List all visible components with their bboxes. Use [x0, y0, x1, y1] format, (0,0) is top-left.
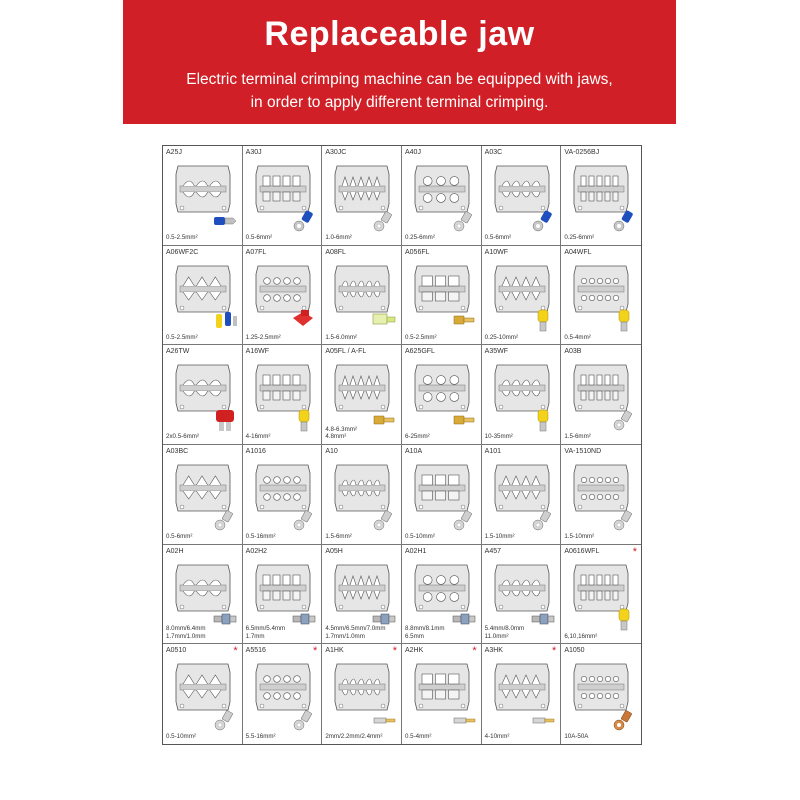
jaw-model-label: A10WF: [484, 248, 508, 256]
jaw-cell: [561, 545, 641, 645]
jaw-cell: [163, 146, 243, 246]
wire-size-label: 4-10mm²: [484, 733, 510, 741]
yellow-ferrule-icon: [611, 308, 637, 332]
brass-terminal-icon: [451, 408, 477, 432]
jaw-model-label: VA-0256BJ: [564, 149, 600, 156]
jaw-cell: [243, 545, 323, 645]
ring-terminal-icon: [212, 708, 238, 732]
flag-connector-icon: [371, 308, 397, 332]
wire-size-label: 6-25mm²: [404, 433, 430, 441]
jaw-cell: [243, 644, 323, 744]
yellow-ferrule-icon: [530, 408, 556, 432]
jaw-model-label: A101: [484, 447, 502, 455]
wire-size-label: 0.5-2.5mm²: [166, 234, 198, 242]
brass-terminal-icon: [371, 408, 397, 432]
wire-size-label: 2x0.5-6mm²: [166, 433, 200, 441]
jaw-model-label: A1050: [564, 647, 585, 655]
jaw-model-label: VA-1510ND: [564, 447, 602, 455]
jaw-model-label: A3HK: [484, 647, 503, 655]
jaw-cell: [322, 445, 402, 545]
jaw-cell: [322, 146, 402, 246]
pin-contact-icon: [371, 708, 397, 732]
wire-size-label: 1.5-10mm²: [484, 533, 515, 541]
header-banner: [123, 0, 676, 124]
jaw-model-label: A5516: [245, 647, 266, 655]
jaw-cell: [243, 445, 323, 545]
pin-contact-icon: [451, 708, 477, 732]
new-star-icon: *: [552, 645, 557, 658]
ring-terminal-icon: [371, 508, 397, 532]
wire-size-label: 4.8-6.3mm² 4.8mm²: [325, 425, 357, 441]
jaw-cell: [402, 545, 482, 645]
ring-terminal-icon: [291, 508, 317, 532]
ring-terminal-icon: [371, 209, 397, 233]
bnc-connector-icon: [451, 607, 477, 631]
jaw-model-label: A1016: [245, 447, 266, 455]
wire-size-label: 2mm/2.2mm/2.4mm²: [325, 733, 383, 741]
wire-size-label: 1.5-6.0mm²: [325, 333, 357, 341]
ring-terminal-icon: [611, 508, 637, 532]
jaw-cell: [482, 246, 562, 346]
jaw-model-label: A05FL / A-FL: [325, 348, 367, 356]
jaw-model-label: A02H2: [245, 547, 268, 555]
new-star-icon: *: [313, 645, 318, 658]
open-barrel-icon: [212, 508, 238, 532]
jaw-model-label: A02H1: [404, 547, 427, 555]
jaw-model-label: A056FL: [404, 248, 430, 256]
wire-size-label: 0.5-10mm²: [166, 733, 196, 741]
ring-terminal-icon: [530, 508, 556, 532]
wire-size-label: 1.5-6mm²: [325, 533, 352, 541]
jaw-cell: [402, 146, 482, 246]
bnc-connector-icon: [212, 607, 238, 631]
page-title: Replaceable jaw: [264, 15, 535, 53]
wire-size-label: 1.5-10mm²: [564, 533, 595, 541]
jaw-cell: [322, 246, 402, 346]
jaw-cell: [322, 545, 402, 645]
jaw-model-label: A457: [484, 547, 502, 555]
pin-contact-icon: [530, 708, 556, 732]
jaw-cell: [322, 644, 402, 744]
red-twin-ferrule-icon: [212, 408, 238, 432]
jaw-cell: [561, 246, 641, 346]
jaw-model-label: A30JC: [325, 149, 347, 156]
jaw-cell: [482, 545, 562, 645]
wire-size-label: 8.0mm/6.4mm 1.7mm/1.0mm: [166, 625, 206, 640]
jaw-model-label: A10: [325, 447, 338, 455]
jaw-cell: [482, 345, 562, 445]
jaw-cell: [163, 545, 243, 645]
yellow-ferrule-icon: [530, 308, 556, 332]
new-star-icon: *: [632, 545, 637, 558]
jaw-model-label: A1HK: [325, 647, 344, 655]
jaw-model-label: A35WF: [484, 348, 508, 356]
wire-size-label: 5.4mm/8.0mm 11.0mm²: [484, 625, 525, 640]
wire-size-label: 0.5-10mm²: [404, 533, 435, 541]
jaw-cell: [163, 246, 243, 346]
wire-size-label: 1.0-6mm²: [325, 234, 352, 242]
wire-size-label: 5.5-16mm²: [245, 733, 276, 741]
jaw-cell: [402, 445, 482, 545]
jaw-model-label: A05H: [325, 547, 343, 555]
wire-size-label: 6.5mm/5.4mm 1.7mm: [245, 625, 286, 640]
jaw-model-label: A625GFL: [404, 348, 435, 356]
jaw-cell: [402, 246, 482, 346]
wire-size-label: 0.5-2.5mm²: [404, 333, 437, 341]
new-star-icon: *: [233, 645, 238, 658]
wire-size-label: 10A-50A: [564, 733, 589, 741]
blue-ring-icon: [530, 209, 556, 233]
jaw-cell: [163, 445, 243, 545]
jaw-model-label: A16WF: [245, 348, 269, 356]
wire-size-label: 0.5-16mm²: [245, 533, 276, 541]
jaw-cell: [561, 146, 641, 246]
blue-ring-icon: [611, 209, 637, 233]
wire-size-label: 1.25-2.5mm²: [245, 333, 281, 341]
wire-size-label: 0.5-4mm²: [564, 333, 591, 341]
jaw-model-label: A08FL: [325, 248, 346, 256]
wire-size-label: 4-16mm²: [245, 433, 271, 441]
jaw-model-label: A2HK: [404, 647, 424, 655]
ferrule-pair-icon: [212, 308, 238, 332]
copper-lug-icon: [611, 708, 637, 732]
jaw-cell: [243, 345, 323, 445]
jaw-cell: [322, 345, 402, 445]
page-subtitle: [123, 68, 676, 114]
new-star-icon: *: [472, 645, 477, 658]
yellow-ferrule-icon: [291, 408, 317, 432]
jaw-cell: [482, 146, 562, 246]
bnc-connector-icon: [291, 607, 317, 631]
wire-size-label: 0.5-4mm²: [404, 733, 432, 741]
wire-size-label: 6,10,16mm²: [564, 632, 598, 640]
jaw-model-label: A0616WFL: [564, 547, 600, 555]
jaw-model-label: A02H: [166, 547, 184, 555]
jaw-cell: [561, 644, 641, 744]
jaw-model-label: A03BC: [166, 447, 189, 455]
subtitle-line-2: in order to apply different terminal crimping.: [250, 94, 549, 111]
wire-size-label: 10-35mm²: [484, 433, 513, 441]
wire-size-label: 0.5-6mm²: [166, 533, 193, 541]
jaw-cell: [243, 246, 323, 346]
jaw-model-label: A04WFL: [564, 248, 592, 256]
wire-size-label: 4.5mm/6.5mm/7.0mm 1.7mm/1.0mm: [325, 625, 386, 640]
wire-size-label: 1.5-6mm²: [564, 433, 591, 441]
jaw-cell: [482, 445, 562, 545]
jaw-model-label: A25J: [166, 149, 182, 156]
blue-spade-icon: [212, 209, 238, 233]
ring-terminal-icon: [451, 209, 477, 233]
red-connector-icon: [291, 308, 317, 332]
blue-ring-icon: [291, 209, 317, 233]
jaw-model-label: A03C: [484, 149, 503, 156]
jaw-cell: [163, 644, 243, 744]
ring-terminal-icon: [291, 708, 317, 732]
jaw-cell: [402, 644, 482, 744]
subtitle-line-1: Electric terminal crimping machine can be equipped with jaws,: [186, 71, 613, 88]
jaw-cell: [402, 345, 482, 445]
wire-size-label: 0.25-6mm²: [404, 234, 435, 242]
jaw-model-label: A30J: [245, 149, 262, 156]
jaw-model-label: A03B: [564, 348, 582, 356]
jaw-model-label: A07FL: [245, 248, 267, 256]
jaw-model-label: A06WF2C: [166, 248, 199, 256]
wire-size-label: 0.5-6mm²: [245, 234, 273, 242]
brass-terminal-icon: [451, 308, 477, 332]
wire-size-label: 0.5-6mm²: [484, 234, 512, 242]
jaw-model-label: A40J: [404, 149, 421, 156]
ring-terminal-icon: [451, 508, 477, 532]
wire-size-label: 0.25-6mm²: [564, 234, 595, 242]
jaw-model-label: A26TW: [166, 348, 190, 356]
wire-size-label: 8.8mm/8.1mm 6.5mm: [404, 625, 445, 640]
wire-size-label: 0.25-10mm²: [484, 333, 519, 341]
jaw-model-label: A0510: [166, 647, 187, 655]
jaw-model-label: A10A: [404, 447, 423, 455]
wire-size-label: 0.5-2.5mm²: [166, 333, 198, 341]
jaw-cell: [243, 146, 323, 246]
open-barrel-icon: [611, 408, 637, 432]
bnc-connector-icon: [530, 607, 556, 631]
jaw-catalog-grid: [162, 145, 642, 745]
jaw-cell: [163, 345, 243, 445]
jaw-cell: [561, 345, 641, 445]
new-star-icon: *: [392, 645, 397, 658]
yellow-ferrule-icon: [611, 607, 637, 631]
jaw-cell: [561, 445, 641, 545]
jaw-cell: [482, 644, 562, 744]
